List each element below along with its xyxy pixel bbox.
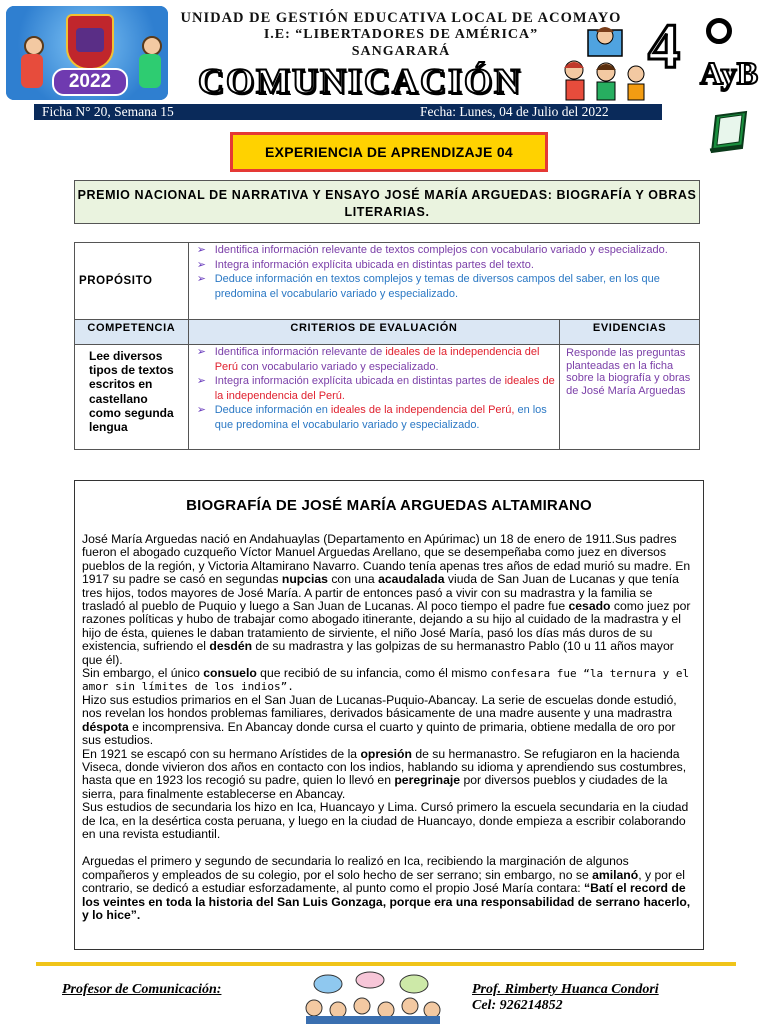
student-girl-icon: [142, 36, 162, 56]
proposito-cell: [75, 243, 189, 320]
bio-paragraph: Sin embargo, el único consuelo que recibió de su infancia, como él mismo confesara fue “la ternura y el amor sin límites de los indios”.: [82, 666, 690, 694]
town-name: SANGARARÁ: [351, 44, 451, 59]
biography-text: [82, 533, 694, 922]
criterio-item: ➢ Deduce información en ideales de la independencia del Perú, en los que predomina el vocabulario variado y especializado.: [193, 403, 555, 432]
logo-year: 2022: [52, 68, 128, 96]
activity-title: PREMIO NACIONAL DE NARRATIVA Y ENSAYO JOSÉ MARÍA ARGUEDAS: BIOGRAFÍA Y OBRAS LITERARIAS.: [74, 180, 700, 224]
grade-number: 4: [648, 10, 680, 81]
proposito-item: ➢ Deduce información en textos complejos y temas de diversos campos del saber, en los que predomina el vocabulario variado y especializado.: [193, 272, 695, 301]
experiencia-label: EXPERIENCIA DE APRENDIZAJE 04: [230, 132, 548, 172]
criterio-item: ➢ Integra información explícita ubicada en distintas partes de ideales de la independencia del Perú.: [193, 374, 555, 403]
bio-paragraph: Sus estudios de secundaria los hizo en Ica, Huancayo y Lima. Cursó primero la escuela secundaria en la ciudad de Ica, en la desértica costa peruana, y luego en la ciudad de Huancayo, donde empieza a escribir colaborando en una revista estudiantil.: [82, 800, 689, 841]
children-reading-icon: [560, 22, 650, 102]
header-competencia: COMPETENCIA: [75, 320, 189, 345]
proposito-list: [188, 243, 699, 320]
ficha-date: Fecha: Lunes, 04 de Julio del 2022: [420, 104, 609, 119]
criterios-list: [188, 345, 559, 450]
grade-sections: AyB: [700, 55, 759, 91]
evaluation-table: [74, 242, 700, 450]
shield-icon: [66, 14, 114, 70]
bio-paragraph: En 1921 se escapó con su hermano Arístides de la opresión de su hermanastro. Se refugiaron en la hacienda Viseca, donde vivieron dos años en contacto con los indios, hablando su idioma y aprendiendo sus costumbres, hasta que en 1923 los recogió su padre, quien lo llevó en peregrinaje por diversos pueblos y ciudades de la sierra, para finalmente establecerse en Abancay.: [82, 746, 687, 801]
competencia-text: Lee diversos tipos de textos escritos en castellano como segunda lengua: [75, 345, 189, 450]
degree-ordinal-icon: [706, 18, 732, 44]
student-boy-icon: [24, 36, 44, 56]
proposito-item: ➢ Integra información explícita ubicada en distintas partes del texto.: [193, 258, 695, 273]
criterio-item: ➢ Identifica información relevante de ideales de la independencia del Perú con vocabulario variado y especializado.: [193, 345, 555, 374]
bio-paragraph: José María Arguedas nació en Andahuaylas (Departamento en Apúrimac) un 18 de enero de 1911.Sus padres fueron el abogado cuzqueño Víctor Manuel Arguedas Arellano, que se desempeñaba como juez en diversos pueblos de la región, y Victoria Altamirano Navarro. Cuando tenía apenas tres años de edad murió su madre. En 1917 su padre se casó en segundas nupcias con una acaudalada viuda de San Juan de Lucanas y que tenía tres hijos, todos mayores de José María. A partir de entonces pasó a vivir con su madrastra y la familia se trasladó al pueblo de Puquio y luego a San Juan de Lucanas. Al poco tiempo el padre fue cesado como juez por razones políticas y hubo de trabajar como abogado itinerante, dejando a su hijo al cuidado de la madrastra y el hijo de ésta, quienes le daban tratamiento de sirviente, el niño José María, pasó los días más duros de su existencia, sufriendo el desdén de su madrastra y las golpizas de su hermanastro Pablo (10 u 11 años mayor que él).: [82, 532, 691, 667]
ficha-bar: [34, 104, 662, 120]
biography-box: [74, 480, 704, 950]
students-talking-icon: [298, 970, 448, 1024]
bio-paragraph: Hizo sus estudios primarios en el San Juan de Lucanas-Puquio-Abancay. La serie de escuelas donde estudió, nos revelan los hondos problemas familiares, derivados básicamente de una madre ausente y una madrastra déspota e incomprensiva. En Abancay donde cursa el cuarto y quinto de primaria, obtiene medalla de oro por sus estudios.: [82, 692, 677, 748]
teacher-phone: Cel: 926214852: [472, 998, 563, 1013]
bio-paragraph: Arguedas el primero y segundo de secundaria lo realizó en Ica, recibiendo la marginación de algunos compañeros y empleados de su colegio, por el solo hecho de ser serrano; sin embargo, no se amilanó, y por el contrario, se dedicó a estudiar esforzadamente, al punto como el propio José María contara: “Batí el record de los veintes en toda la historia del San Luis Gonzaga, porque era una responsabilidad de serrano hacerlo, y lo hice”.: [82, 854, 691, 922]
ficha-number: Ficha N° 20, Semana 15: [42, 104, 174, 119]
header-criterios: CRITERIOS DE EVALUACIÓN: [188, 320, 559, 345]
biography-title: BIOGRAFÍA DE JOSÉ MARÍA ARGUEDAS ALTAMIRANO: [186, 497, 592, 514]
teacher-name: Prof. Rimberty Huanca Condori: [472, 982, 659, 997]
evidencias-text: Responde las preguntas planteadas en la ficha sobre la biografía y obras de José María Arguedas: [560, 345, 700, 450]
footer-divider: [36, 962, 736, 966]
proposito-item: ➢ Identifica información relevante de textos complejos con vocabulario variado y especializado.: [193, 243, 695, 258]
subject-title: COMUNICACIÓN: [198, 61, 522, 101]
school-name: I.E: “LIBERTADORES DE AMÉRICA”: [263, 27, 539, 42]
proposito-label: PROPÓSITO: [79, 275, 153, 287]
header-evidencias: EVIDENCIAS: [560, 320, 700, 345]
footer-teacher-label: Profesor de Comunicación:: [62, 982, 222, 997]
ugel-name: UNIDAD DE GESTIÓN EDUCATIVA LOCAL DE ACOMAYO: [180, 10, 622, 26]
school-logo: [6, 6, 168, 100]
notebook-icon: [706, 108, 754, 156]
